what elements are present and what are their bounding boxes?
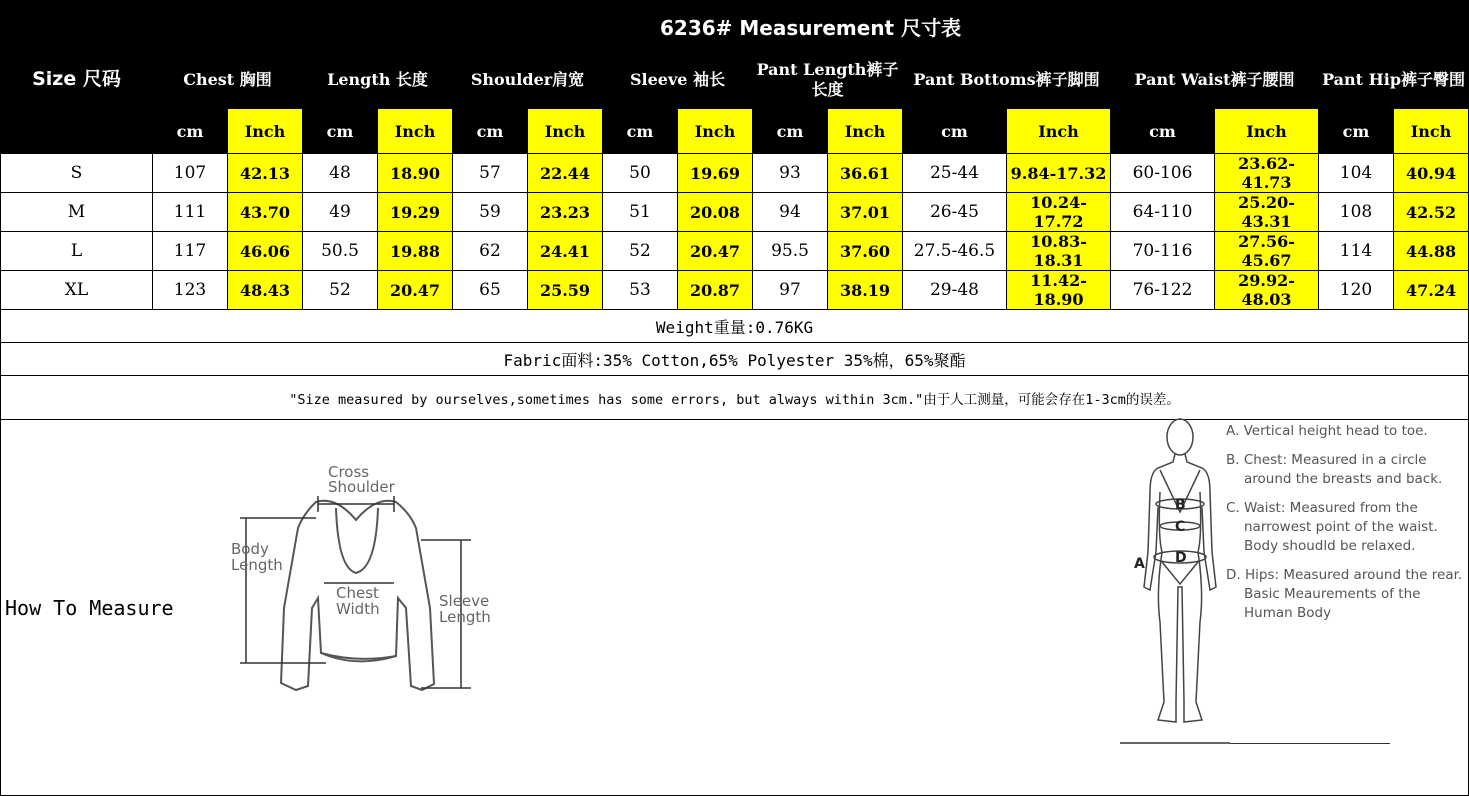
cm-value-cell: 60-106 <box>1111 154 1215 193</box>
inch-value-cell: 19.29 <box>378 193 453 232</box>
cm-value-cell: 52 <box>603 232 678 271</box>
sleeve-length-label-1: Sleeve <box>439 592 490 610</box>
inch-value-cell: 19.88 <box>378 232 453 271</box>
unit-inch-header: Inch <box>1007 109 1111 154</box>
inch-value-cell: 9.84-17.32 <box>1007 154 1111 193</box>
cm-value-cell: 48 <box>303 154 378 193</box>
cm-value-cell: 93 <box>753 154 828 193</box>
body-length-label-2: Length <box>231 556 283 574</box>
inch-value-cell: 44.88 <box>1394 232 1469 271</box>
inch-value-cell: 42.52 <box>1394 193 1469 232</box>
group-header: Shoulder肩宽 <box>453 52 603 109</box>
inch-value-cell: 36.61 <box>828 154 903 193</box>
table-row <box>1 232 1469 271</box>
cm-value-cell: 76-122 <box>1111 271 1215 310</box>
cm-value-cell: 94 <box>753 193 828 232</box>
body-note-d: D. Hips: Measured around the rear. Basic Meaurements of the Human Body <box>1226 567 1463 621</box>
cm-value-cell: 123 <box>153 271 228 310</box>
cross-shoulder-label-1: Cross <box>328 463 370 481</box>
cm-value-cell: 97 <box>753 271 828 310</box>
unit-cm-header: cm <box>903 109 1007 154</box>
inch-value-cell: 10.24-17.72 <box>1007 193 1111 232</box>
inch-value-cell: 23.62-41.73 <box>1215 154 1319 193</box>
weight-info: Weight重量:0.76KG <box>1 310 1469 343</box>
body-label-a: A <box>1134 556 1145 572</box>
body-measure-notes <box>1226 422 1466 633</box>
how-to-measure-label: How To Measure <box>5 596 174 620</box>
cm-value-cell: 107 <box>153 154 228 193</box>
cm-value-cell: 104 <box>1319 154 1394 193</box>
cm-value-cell: 51 <box>603 193 678 232</box>
measurement-note: "Size measured by ourselves,sometimes has some errors, but always within 3cm."由于人工测量，可能会存在1-3cm的误差。 <box>1 376 1469 420</box>
group-header: Pant Length裤子长度 <box>753 52 903 109</box>
fabric-info: Fabric面料:35% Cotton,65% Polyester 35%棉，65%聚酯 <box>1 343 1469 376</box>
cm-value-cell: 25-44 <box>903 154 1007 193</box>
body-label-d: D <box>1175 550 1187 566</box>
cm-value-cell: 70-116 <box>1111 232 1215 271</box>
cm-value-cell: 49 <box>303 193 378 232</box>
unit-cm-header: cm <box>1111 109 1215 154</box>
unit-inch-header: Inch <box>378 109 453 154</box>
inch-value-cell: 18.90 <box>378 154 453 193</box>
body-note-a: A. Vertical height head to toe. <box>1226 423 1428 439</box>
cm-value-cell: 95.5 <box>753 232 828 271</box>
inch-value-cell: 48.43 <box>228 271 303 310</box>
cm-value-cell: 52 <box>303 271 378 310</box>
table-row <box>1 271 1469 310</box>
group-header: Pant Bottoms裤子脚围 <box>903 52 1111 109</box>
unit-inch-header: Inch <box>1215 109 1319 154</box>
size-cell: L <box>1 232 153 271</box>
chest-width-label-2: Width <box>336 600 380 618</box>
inch-value-cell: 25.20-43.31 <box>1215 193 1319 232</box>
unit-inch-header: Inch <box>678 109 753 154</box>
unit-cm-header: cm <box>453 109 528 154</box>
inch-value-cell: 24.41 <box>528 232 603 271</box>
table-row <box>1 193 1469 232</box>
cm-value-cell: 53 <box>603 271 678 310</box>
cm-value-cell: 65 <box>453 271 528 310</box>
inch-value-cell: 20.08 <box>678 193 753 232</box>
body-figure-underline <box>1230 743 1390 744</box>
inch-value-cell: 10.83-18.31 <box>1007 232 1111 271</box>
inch-value-cell: 22.44 <box>528 154 603 193</box>
inch-value-cell: 37.60 <box>828 232 903 271</box>
inch-value-cell: 43.70 <box>228 193 303 232</box>
inch-value-cell: 27.56-45.67 <box>1215 232 1319 271</box>
cross-shoulder-label-2: Shoulder <box>328 478 395 496</box>
body-note-b: B. Chest: Measured in a circle around the breasts and back. <box>1226 452 1443 487</box>
unit-inch-header: Inch <box>228 109 303 154</box>
inch-value-cell: 42.13 <box>228 154 303 193</box>
unit-inch-header: Inch <box>828 109 903 154</box>
body-label-c: C <box>1175 519 1186 535</box>
inch-value-cell: 23.23 <box>528 193 603 232</box>
cm-value-cell: 117 <box>153 232 228 271</box>
size-header: Size 尺码 <box>1 1 153 154</box>
cm-value-cell: 50 <box>603 154 678 193</box>
group-header: Pant Hip裤子臀围 <box>1319 52 1469 109</box>
unit-cm-header: cm <box>1319 109 1394 154</box>
body-note-c: C. Waist: Measured from the narrowest point of the waist. Body shoudld be relaxed. <box>1226 500 1438 554</box>
cm-value-cell: 50.5 <box>303 232 378 271</box>
cm-value-cell: 26-45 <box>903 193 1007 232</box>
inch-value-cell: 20.47 <box>378 271 453 310</box>
cm-value-cell: 57 <box>453 154 528 193</box>
inch-value-cell: 29.92-48.03 <box>1215 271 1319 310</box>
body-measure-figure <box>1120 412 1230 747</box>
inch-value-cell: 47.24 <box>1394 271 1469 310</box>
unit-inch-header: Inch <box>528 109 603 154</box>
inch-value-cell: 38.19 <box>828 271 903 310</box>
body-length-label-1: Body <box>231 540 269 558</box>
inch-value-cell: 20.47 <box>678 232 753 271</box>
garment-measure-diagram <box>226 458 506 698</box>
cm-value-cell: 108 <box>1319 193 1394 232</box>
chart-title: 6236# Measurement 尺寸表 <box>153 1 1469 52</box>
inch-value-cell: 25.59 <box>528 271 603 310</box>
unit-cm-header: cm <box>753 109 828 154</box>
inch-value-cell: 37.01 <box>828 193 903 232</box>
size-cell: S <box>1 154 153 193</box>
group-header: Pant Waist裤子腰围 <box>1111 52 1319 109</box>
sleeve-length-label-2: Length <box>439 608 491 626</box>
unit-cm-header: cm <box>303 109 378 154</box>
cm-value-cell: 114 <box>1319 232 1394 271</box>
unit-inch-header: Inch <box>1394 109 1469 154</box>
unit-cm-header: cm <box>603 109 678 154</box>
cm-value-cell: 64-110 <box>1111 193 1215 232</box>
group-header: Length 长度 <box>303 52 453 109</box>
cm-value-cell: 29-48 <box>903 271 1007 310</box>
size-cell: M <box>1 193 153 232</box>
inch-value-cell: 40.94 <box>1394 154 1469 193</box>
body-label-b: B <box>1175 497 1186 513</box>
cm-value-cell: 59 <box>453 193 528 232</box>
inch-value-cell: 20.87 <box>678 271 753 310</box>
cm-value-cell: 111 <box>153 193 228 232</box>
inch-value-cell: 46.06 <box>228 232 303 271</box>
cm-value-cell: 120 <box>1319 271 1394 310</box>
table-row <box>1 154 1469 193</box>
inch-value-cell: 19.69 <box>678 154 753 193</box>
size-cell: XL <box>1 271 153 310</box>
cm-value-cell: 27.5-46.5 <box>903 232 1007 271</box>
cm-value-cell: 62 <box>453 232 528 271</box>
chest-width-label-1: Chest <box>336 584 379 602</box>
unit-cm-header: cm <box>153 109 228 154</box>
group-header: Chest 胸围 <box>153 52 303 109</box>
group-header: Sleeve 袖长 <box>603 52 753 109</box>
inch-value-cell: 11.42-18.90 <box>1007 271 1111 310</box>
